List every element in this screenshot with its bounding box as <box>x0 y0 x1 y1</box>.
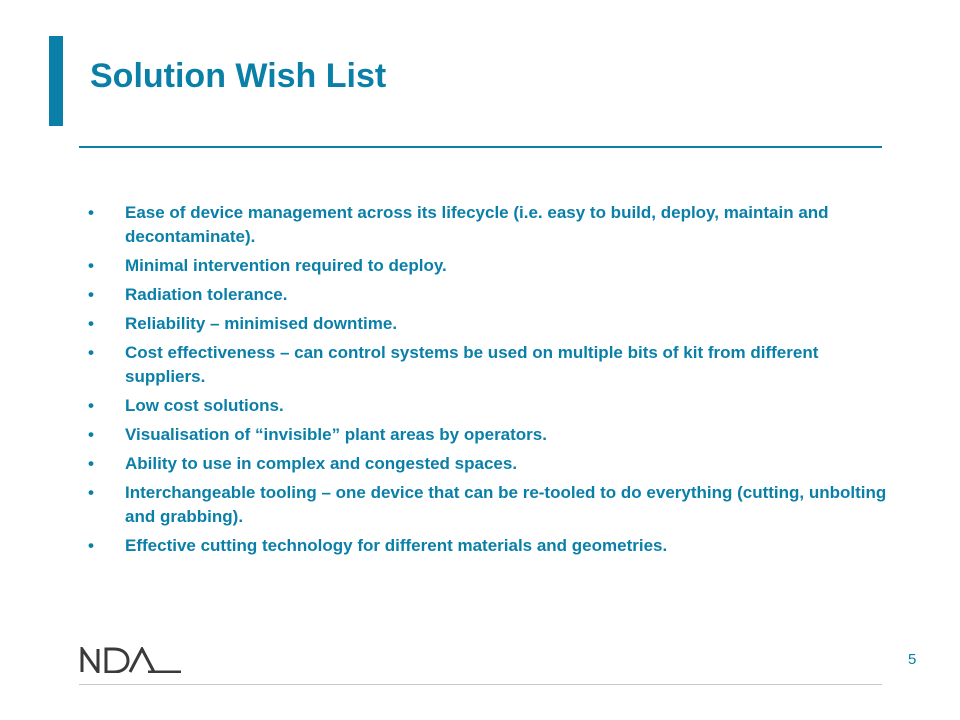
bullet-item <box>88 423 888 447</box>
bullet-item <box>88 254 888 278</box>
bullet-item <box>88 283 888 307</box>
slide-title: Solution Wish List <box>90 57 387 95</box>
bullet-text: Interchangeable tooling – one device that can be re-tooled to do everything (cutting, unbolting and grabbing). <box>125 483 887 526</box>
bullet-marker: • <box>88 314 94 333</box>
bullet-text: Effective cutting technology for different materials and geometries. <box>125 536 668 555</box>
bullet-item <box>88 312 888 336</box>
bullet-list <box>88 201 888 563</box>
bullet-text: Ability to use in complex and congested spaces. <box>125 454 518 473</box>
bullet-item <box>88 201 888 249</box>
page-number: 5 <box>908 651 917 668</box>
nda-logo <box>80 647 182 673</box>
bullet-text: Reliability – minimised downtime. <box>125 314 398 333</box>
bullet-text: Low cost solutions. <box>125 396 284 415</box>
bullet-marker: • <box>88 203 94 222</box>
bullet-marker: • <box>88 285 94 304</box>
title-accent-bar <box>49 36 63 126</box>
bullet-text: Visualisation of “invisible” plant areas by operators. <box>125 425 547 444</box>
bullet-item <box>88 452 888 476</box>
bullet-marker: • <box>88 425 94 444</box>
bullet-marker: • <box>88 483 94 502</box>
bullet-item <box>88 394 888 418</box>
bullet-item <box>88 534 888 558</box>
bullet-marker: • <box>88 343 94 362</box>
bullet-marker: • <box>88 396 94 415</box>
bullet-marker: • <box>88 256 94 275</box>
bullet-item <box>88 481 888 529</box>
bullet-text: Ease of device management across its lifecycle (i.e. easy to build, deploy, maintain and decontaminate). <box>125 203 829 246</box>
footer-divider <box>79 684 882 685</box>
bullet-text: Minimal intervention required to deploy. <box>125 256 447 275</box>
bullet-item <box>88 341 888 389</box>
bullet-marker: • <box>88 536 94 555</box>
title-divider <box>79 146 882 148</box>
bullet-marker: • <box>88 454 94 473</box>
bullet-text: Radiation tolerance. <box>125 285 288 304</box>
bullet-text: Cost effectiveness – can control systems be used on multiple bits of kit from different suppliers. <box>125 343 819 386</box>
